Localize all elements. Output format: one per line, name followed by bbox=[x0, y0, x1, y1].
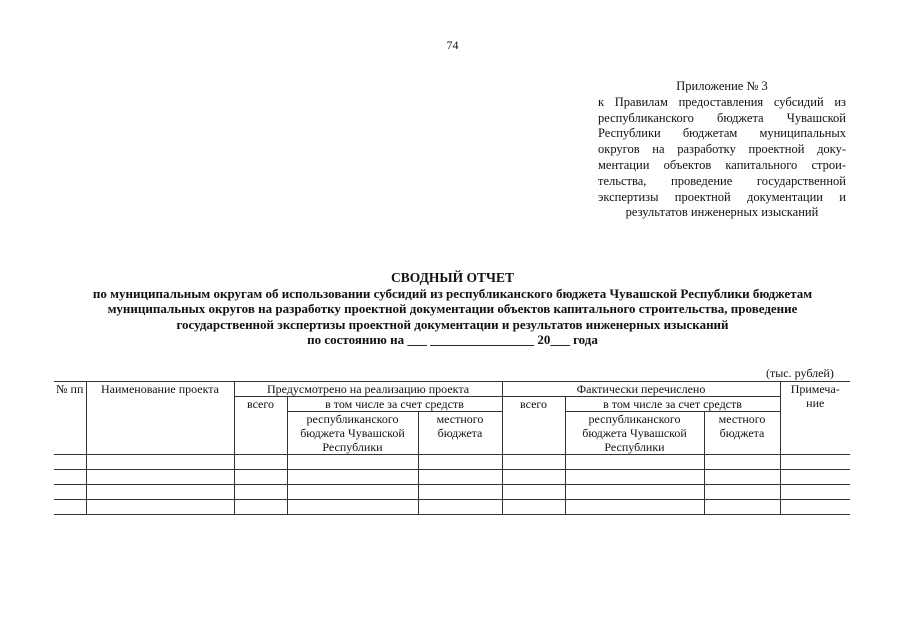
table-cell[interactable] bbox=[565, 485, 704, 500]
appendix-line: к Правилам предоставления субсидий из bbox=[598, 94, 846, 109]
table-row bbox=[54, 485, 850, 500]
table-cell[interactable] bbox=[234, 485, 287, 500]
appendix-line: результатов инженерных изысканий bbox=[625, 205, 819, 220]
table-cell[interactable] bbox=[287, 455, 418, 470]
table-cell[interactable] bbox=[86, 470, 234, 485]
appendix-line: ментации объектов капитального строи- bbox=[598, 157, 846, 172]
table-cell[interactable] bbox=[565, 500, 704, 515]
table-cell[interactable] bbox=[86, 485, 234, 500]
table-cell[interactable] bbox=[780, 470, 850, 485]
header-project-name: Наименование проекта bbox=[86, 382, 234, 455]
table-cell[interactable] bbox=[418, 470, 502, 485]
report-subtitle-line: по муниципальным округам об использовании субсидий из республиканского бюджета Чувашской Республики бюджетам bbox=[92, 285, 813, 301]
header-actual: Фактически перечислено bbox=[502, 382, 780, 397]
table-cell[interactable] bbox=[234, 470, 287, 485]
appendix-line: округов на разработку проектной доку- bbox=[598, 142, 846, 157]
table-cell[interactable] bbox=[86, 500, 234, 515]
report-subtitle-line: муниципальных округов на разработку проектной документации объектов капитального строительства, проведение bbox=[107, 301, 798, 316]
table-cell[interactable] bbox=[704, 470, 780, 485]
table-row bbox=[54, 455, 850, 470]
table-cell[interactable] bbox=[704, 455, 780, 470]
table-cell[interactable] bbox=[704, 485, 780, 500]
table-cell[interactable] bbox=[780, 485, 850, 500]
report-heading bbox=[40, 270, 865, 348]
table-cell[interactable] bbox=[54, 485, 86, 500]
table-cell[interactable] bbox=[418, 455, 502, 470]
table-cell[interactable] bbox=[418, 485, 502, 500]
report-table bbox=[54, 381, 850, 515]
header-planned-republican: республиканского бюджета Чувашской Республики bbox=[287, 412, 418, 455]
table-row bbox=[54, 470, 850, 485]
units-label: (тыс. рублей) bbox=[766, 366, 834, 380]
table-cell[interactable] bbox=[287, 470, 418, 485]
table-cell[interactable] bbox=[565, 470, 704, 485]
report-date-line: по состоянию на ___ ________________ 20___ года bbox=[307, 332, 598, 347]
header-actual-local: местного бюджета bbox=[704, 412, 780, 455]
header-planned-local: местного бюджета bbox=[418, 412, 502, 455]
table-cell[interactable] bbox=[54, 455, 86, 470]
page-number: 74 bbox=[446, 38, 459, 52]
header-actual-including: в том числе за счет средств bbox=[565, 397, 780, 412]
table-cell[interactable] bbox=[287, 485, 418, 500]
table-cell[interactable] bbox=[234, 500, 287, 515]
header-actual-total: всего bbox=[502, 397, 565, 455]
table-header-row bbox=[54, 382, 850, 397]
table-cell[interactable] bbox=[287, 500, 418, 515]
appendix-line: республиканского бюджета Чувашской bbox=[598, 110, 846, 125]
table-cell[interactable] bbox=[502, 500, 565, 515]
appendix-line: экспертизы проектной документации и bbox=[598, 189, 846, 204]
header-number: № пп bbox=[54, 382, 86, 455]
table-cell[interactable] bbox=[502, 470, 565, 485]
appendix-title: Приложение № 3 bbox=[676, 79, 768, 93]
table-cell[interactable] bbox=[704, 500, 780, 515]
table-cell[interactable] bbox=[565, 455, 704, 470]
table-cell[interactable] bbox=[54, 500, 86, 515]
appendix-line: Республики бюджетам муниципальных bbox=[598, 126, 846, 141]
table-cell[interactable] bbox=[502, 455, 565, 470]
header-actual-republican: республиканского бюджета Чувашской Республики bbox=[565, 412, 704, 455]
table-cell[interactable] bbox=[502, 485, 565, 500]
table-cell[interactable] bbox=[54, 470, 86, 485]
report-title: СВОДНЫЙ ОТЧЕТ bbox=[391, 270, 514, 285]
header-planned-including: в том числе за счет средств bbox=[287, 397, 502, 412]
table-cell[interactable] bbox=[780, 455, 850, 470]
table-cell[interactable] bbox=[234, 455, 287, 470]
table-cell[interactable] bbox=[86, 455, 234, 470]
header-notes: Примеча-ние bbox=[780, 382, 850, 455]
report-subtitle-line: государственной экспертизы проектной документации и результатов инженерных изысканий bbox=[176, 316, 729, 332]
appendix-block bbox=[598, 79, 846, 221]
appendix-line: тельства, проведение государственной bbox=[598, 173, 846, 188]
header-planned: Предусмотрено на реализацию проекта bbox=[234, 382, 502, 397]
table-cell[interactable] bbox=[418, 500, 502, 515]
table-cell[interactable] bbox=[780, 500, 850, 515]
table-row bbox=[54, 500, 850, 515]
header-planned-total: всего bbox=[234, 397, 287, 455]
